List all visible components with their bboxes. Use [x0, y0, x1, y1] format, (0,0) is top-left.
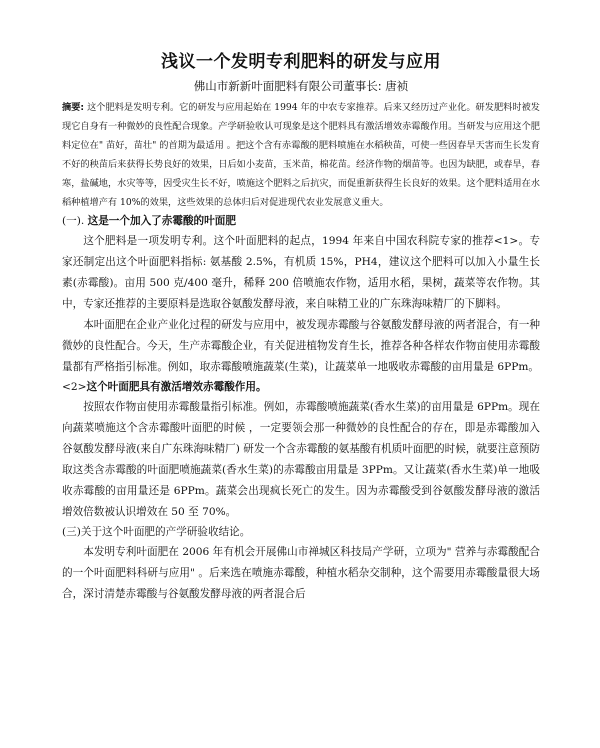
section-3-heading-prefix: (三): [62, 526, 81, 538]
section-1-paragraph-2: 本叶面肥在企业产业化过程的研发与应用中，被发现赤霉酸与谷氨酸发酵母液的两者混合，有一种微妙的良性配合。今天，生产赤霉酸企业，有关促进植物发育生长，推荐各种各样农作物亩使用赤霉酸量都有严格指引标准。例如，取赤霉酸喷施蔬菜(生菜)，让蔬菜单一地吸收赤霉酸的亩用量是 6PPm。: [62, 319, 540, 373]
section-3-heading-title: 关于这个叶面肥的产学研验收结论。: [80, 526, 251, 538]
section-2-heading-prefix: <2>: [62, 381, 87, 393]
author-line: 佛山市新新叶面肥料有限公司董事长: 唐祯: [193, 79, 409, 93]
section-2-heading: [62, 378, 540, 397]
section-1-heading-prefix: (一).: [62, 215, 88, 227]
section-3-heading: [62, 523, 540, 542]
section-1-heading-title: 这是一个加入了赤霉酸的叶面肥: [87, 215, 236, 227]
section-2-paragraph-1: 按照农作物亩使用赤霉酸量指引标准。例如，赤霉酸喷施蔬菜(香水生菜)的亩用量是 6PPm。现在向蔬菜喷施这个含赤霉酸叶面肥的时候 ，一定要领会那一种微妙的良性配合的存在，即是赤霉酸加入谷氨酸发酵母液(来自广东珠海味精厂) 研发一个含赤霉酸的氨基酸有机质叶面肥的时候，就要注意预防取这类含赤霉酸的叶面肥喷施蔬菜(香水生菜)的赤霉酸亩用量是 3PPm。又让蔬菜(香水生菜)单一地吸收赤霉酸的亩用量还是 6PPm。蔬菜会出现疯长死亡的发生。因为赤霉酸受到谷氨酸发酵母液的激活增效倍数被认识增效在 50 至 70%。: [62, 401, 540, 518]
section-3-paragraph-1: 本发明专利叶面肥在 2006 年有机会开展佛山市禅城区科技局产学研，立项为" 营养与赤霉酸配合的一个叶面肥料科研与应用" 。后来选在喷施赤霉酸，种植水稻杂交制种，这个需要用赤霉酸量很大场合，深讨清楚赤霉酸与谷氨酸发酵母液的两者混合后: [62, 546, 540, 600]
abstract-text: 这个肥料是发明专利。它的研发与应用起始在 1994 年的中农专家推荐。后来又经历过产业化。研发肥料时被发现它自身有一种微妙的良性配合现象。产学研验收认可现象是这个肥料具有激活增效赤霉酸作用。当研发与应用这个肥料定位在" 苗好，苗壮" 的首期为最适用 。把这个含有赤霉酸的肥料喷施在水稻秧苗，可使一些因春旱天害而生长发育不好的秧苗后来获得长势良好的效果，日后如小麦苗，玉米苗，棉花苗。经济作物的烟苗等。也因为缺肥，或春旱，春寒，盐碱地，水灾等等，因受灾生长不好，喷施这个肥料之后抗灾，而促重新获得生长良好的效果。这个肥料适用在水稻种植增产有 10%的效果，这些效果的总体归后对促进现代农业发展意义重大。: [62, 102, 540, 208]
section-2-heading-title: 这个叶面肥具有激活增效赤霉酸作用。: [86, 381, 267, 393]
abstract: [62, 98, 540, 212]
section-1-heading: [62, 212, 540, 231]
abstract-label: 摘要:: [62, 102, 85, 113]
document-title: 浅议一个发明专利肥料的研发与应用: [161, 52, 441, 72]
section-1-paragraph-1: 这个肥料是一项发明专利。这个叶面肥料的起点，1994 年来自中国农科院专家的推荐<1>。专家还制定出这个叶面肥料指标: 氨基酸 2.5%，有机质 15%，PH4，建议这个肥料可以加入小量生长素(赤霉酸)。亩用 500 克/400 毫升，稀释 200 倍喷施农作物，适用水稻，果树，蔬菜等农作物。其中，专家还推荐的主要原料是选取谷氨酸发酵母液，来自味精工业的广东珠海味精厂的下脚料。: [62, 235, 540, 310]
